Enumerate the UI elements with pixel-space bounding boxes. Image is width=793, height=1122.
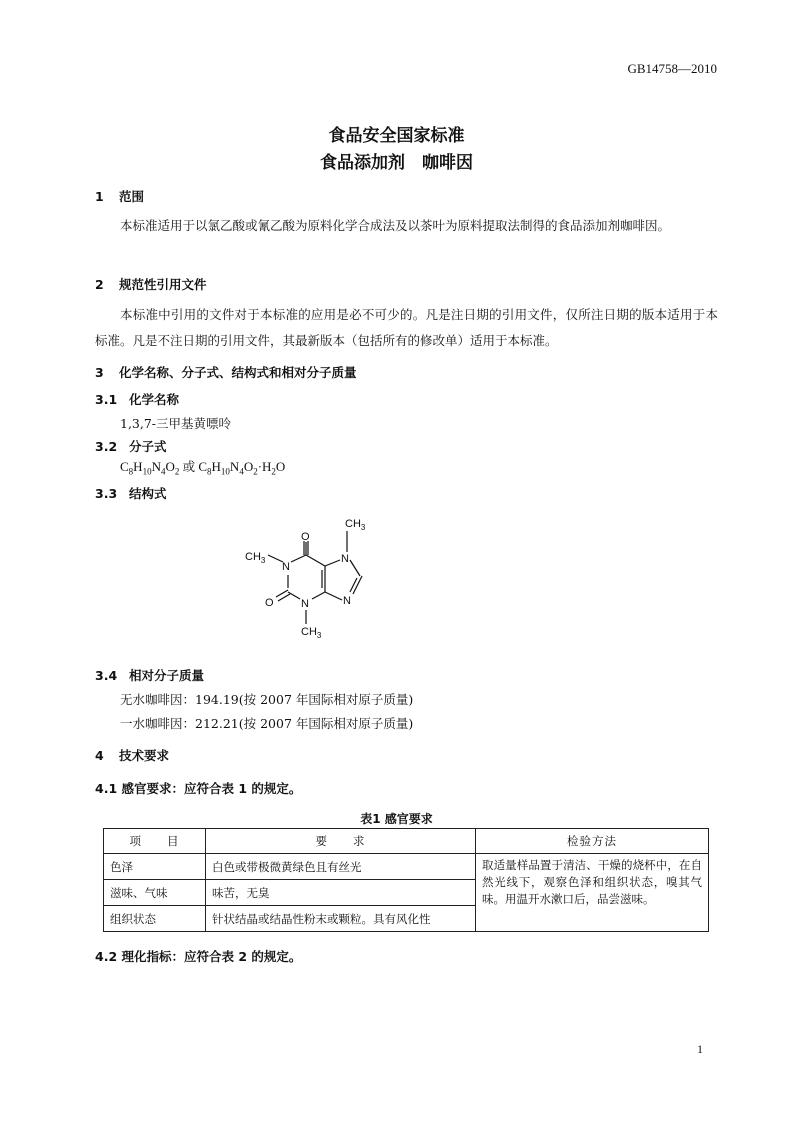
section-1-body: 本标准适用于以氯乙酸或氰乙酸为原料化学合成法及以茶叶为原料提取法制得的食品添加剂咖啡因。 [120,218,671,233]
section-title: 相对分子质量 [129,668,205,683]
document-title: 食品安全国家标准 [328,126,465,146]
carbonyl-oxygen-top: O [301,531,310,543]
header-requirement: 要 求 [206,829,476,854]
section-3-1-heading [95,390,179,408]
n1-label: N [282,561,290,573]
row-requirement: 针状结晶或结晶性粉末或颗粒。具有风化性 [206,906,476,932]
row-item: 色泽 [104,854,206,880]
n7-label: N [341,553,349,565]
section-3-4-heading [95,666,204,684]
table-header-row [104,829,709,854]
n3-label: N [301,598,309,610]
standard-code: GB14758—2010 [627,61,717,76]
section-number: 3 [95,365,104,380]
section-title: 分子式 [129,439,167,454]
chemical-name: 1,3,7-三甲基黄嘌呤 [120,416,232,431]
section-number: 1 [95,189,104,204]
section-2-body: 本标准中引用的文件对于本标准的应用是必不可少的。凡是注日期的引用文件，仅所注日期的版本适用于本标准。凡是不注日期的引用文件，其最新版本（包括所有的修改单）适用于本标准。 [95,307,718,348]
section-3-2-heading [95,437,167,455]
section-number: 4 [95,748,104,763]
document-subtitle: 食品添加剂 咖啡因 [320,153,473,173]
section-title: 化学名称、分子式、结构式和相对分子质量 [119,365,357,380]
section-title: 规范性引用文件 [119,277,207,292]
table-row [104,854,709,880]
row-requirement: 味苦，无臭 [206,880,476,906]
header-item: 项 目 [104,829,206,854]
section-title: 化学名称 [129,392,180,407]
section-number: 3.4 [95,668,118,683]
n9-label: N [343,595,351,607]
section-number: 3.3 [95,486,118,501]
methyl-label-n7: $CH_3$ [345,518,366,532]
row-item: 组织状态 [104,906,206,932]
section-4-1-heading: 4.1 感官要求：应符合表 1 的规定。 [95,781,302,796]
carbonyl-oxygen-left: O [265,597,274,609]
row-item: 滋味、气味 [104,880,206,906]
section-4-heading [95,746,169,764]
section-title: 结构式 [129,486,167,501]
molecular-formula: $C_8H_{10}N_4O_2$ 或 $C_8H_{10}N_4O_2\cdot H_2O$ [120,459,286,477]
inspection-method: 取适量样品置于清洁、干燥的烧杯中，在自然光线下，观察色泽和组织状态，嗅其气味。用温开水漱口后，品尝滋味。 [476,854,709,932]
section-4-2-heading: 4.2 理化指标：应符合表 2 的规定。 [95,949,302,964]
section-3-heading [95,363,357,381]
mass-anhydrous: 无水咖啡因：194.19(按 2007 年国际相对原子质量) [120,692,414,707]
section-3-3-heading [95,484,167,502]
header-method: 检验方法 [476,829,709,854]
table-1-caption: 表1 感官要求 [360,812,433,826]
section-title: 技术要求 [119,748,170,763]
row-requirement: 白色或带极微黄绿色且有丝光 [206,854,476,880]
page-number: 1 [697,1042,703,1056]
section-number: 2 [95,277,104,292]
sensory-requirements-table [103,828,709,932]
methyl-label-n1: $CH_3$ [245,551,266,565]
section-2-heading [95,275,207,293]
section-number: 3.2 [95,439,118,454]
section-title: 范围 [119,189,145,204]
section-1-heading [95,187,144,205]
section-number: 3.1 [95,392,118,407]
methyl-label-n3: $CH_3$ [301,626,322,640]
formula-or: 或 [182,459,196,474]
caffeine-structure-diagram [235,508,385,643]
mass-monohydrate: 一水咖啡因：212.21(按 2007 年国际相对原子质量) [120,716,414,731]
